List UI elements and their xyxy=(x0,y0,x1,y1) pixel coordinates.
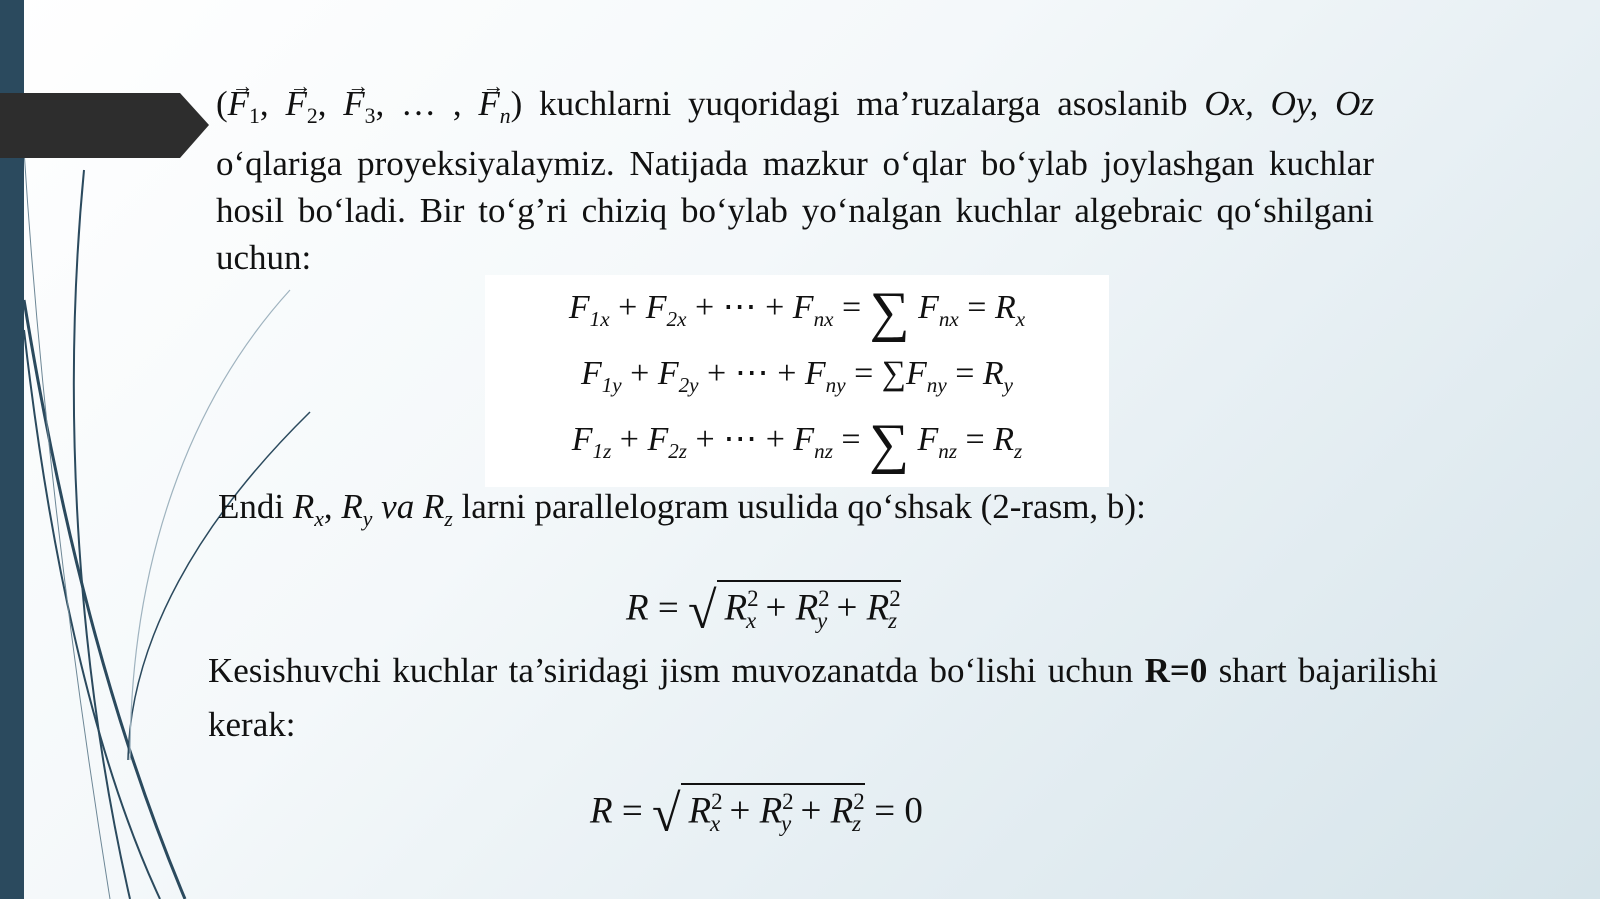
vector-f2: → F xyxy=(285,80,306,127)
axes-label-ox-oy: Ox, Oy, xyxy=(1204,84,1319,123)
sqrt-symbol: √ xyxy=(651,785,681,843)
equilibrium-formula: R = √ $R^2_x + R^2_y + R^2_z = 0$ xyxy=(590,783,923,843)
equilibrium-paragraph: Kesishuvchi kuchlar ta’siridagi jism muvozanatda bo‘lishi uchun R=0 shart bajarilishi kerak: xyxy=(208,651,1438,744)
equation-y: $F_{1y} + F_{2y}$ + ⋯ + $F_{ny} = \sum F_{ny} = R_y$ xyxy=(580,355,1014,397)
condition-r-zero: R=0 xyxy=(1144,651,1208,690)
vector-f1: → F xyxy=(228,80,249,127)
axes-label-oz: Oz xyxy=(1335,84,1375,123)
equation-z: $F_{1z} + F_{2z}$ + ⋯ + $F_{nz}$ = ∑ $F_{nz} = R_z$ xyxy=(571,413,1023,475)
parallelogram-paragraph: Endi $R_x$, $R_y$ va $R_z$ larni parallelogram usulida qo‘shsak (2-rasm, b): xyxy=(218,487,1146,531)
intro-paragraph: (→ $F_1$, → $F_2$, → $F_3$, … , → $F_n$) kuchlarni yuqoridagi ma’ruzalarga asoslanib Ox, Oy, Oz o‘qlariga proyeksiyalaymiz. Natijada mazkur o‘qlar bo‘ylab joylashgan kuchlar hosil bo‘ladi. Bir to‘g’ri chiziq bo‘ylab yo‘nalgan kuchlar algebraic qo‘shilgani uchun: xyxy=(216,80,1374,281)
vector-f3: → F xyxy=(343,80,364,127)
equation-x: $F_{1x} + F_{2x}$ + ⋯ + $F_{nx}$ = ∑ $F_{nx} = R_x$ xyxy=(568,281,1026,343)
arrow-bullet-shape xyxy=(0,0,220,170)
equations-image xyxy=(485,275,1109,487)
vector-fn: → F xyxy=(478,80,499,127)
sqrt-symbol: √ xyxy=(687,582,717,640)
resultant-formula: R = √ $R^2_x + R^2_y + R^2_z$ xyxy=(626,580,901,640)
